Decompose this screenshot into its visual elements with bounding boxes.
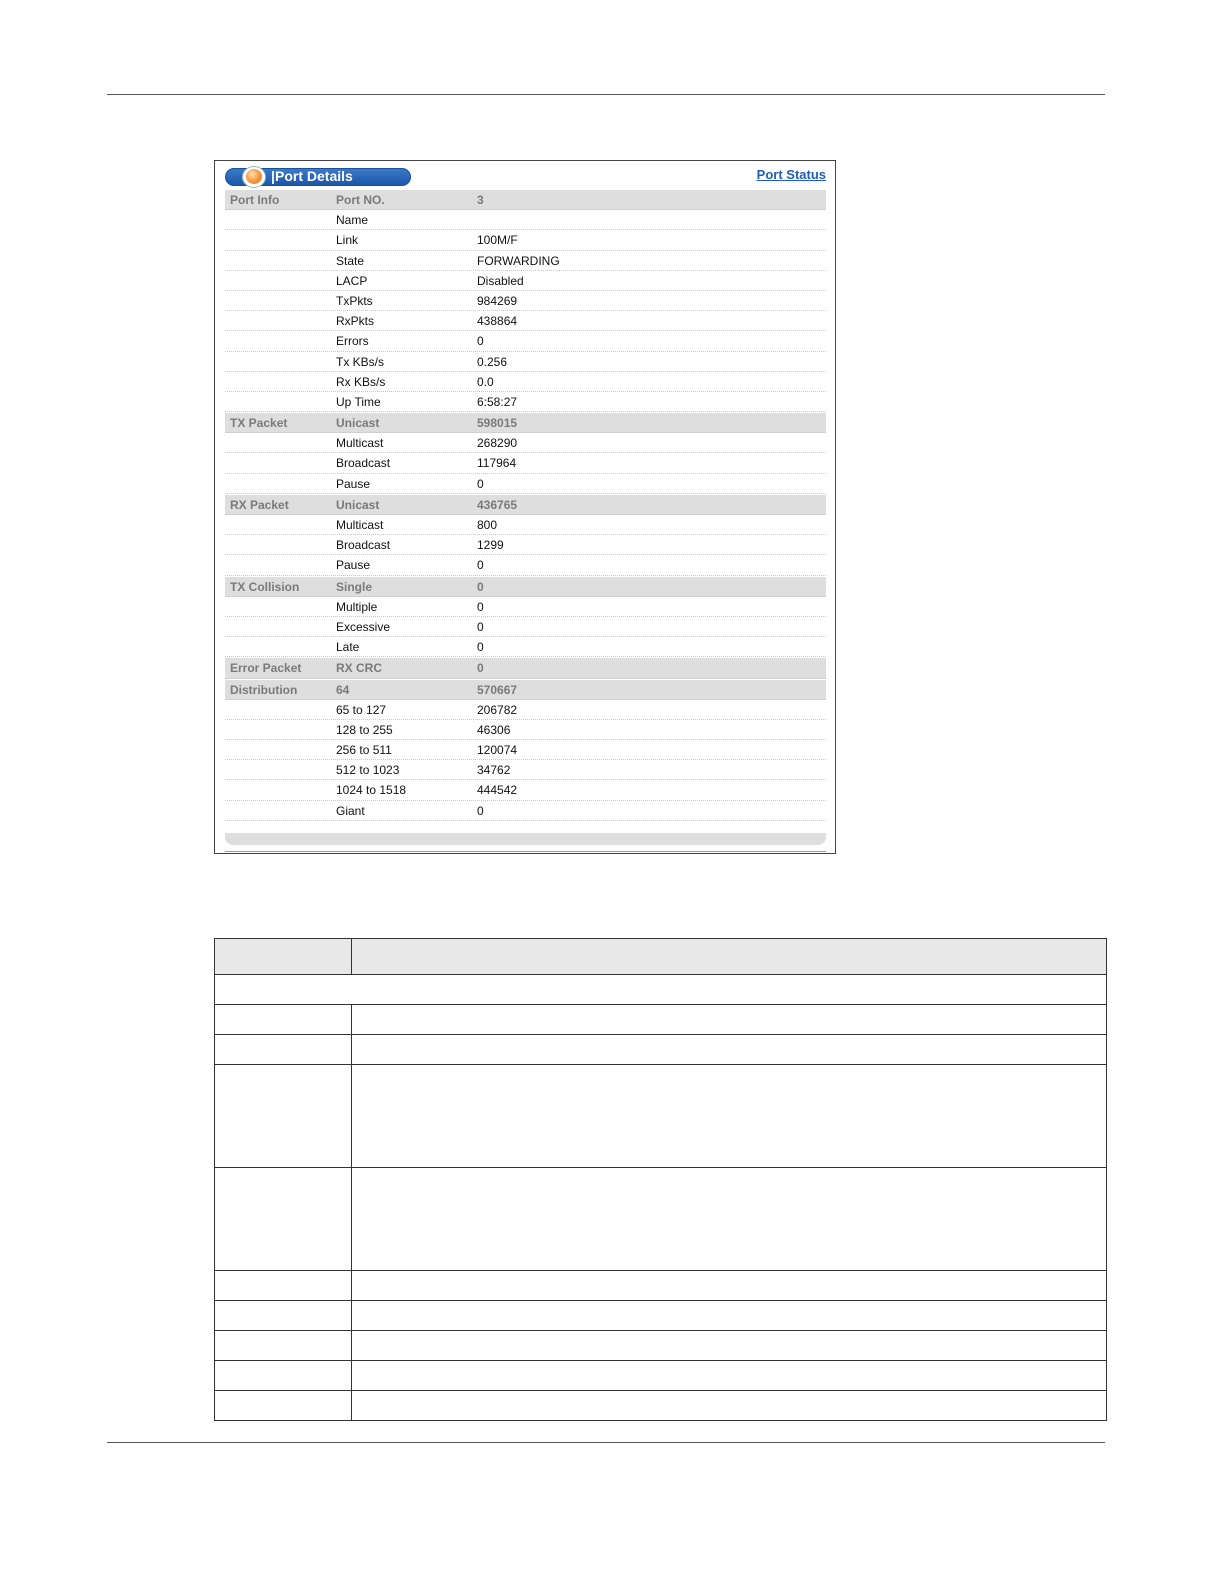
field-value: 0 [477,619,484,634]
field-label: Multiple [336,599,378,614]
field-label: 64 [336,682,350,697]
table-row [225,291,826,311]
description-row [215,1005,1107,1035]
table-row [225,271,826,291]
field-value: 444542 [477,783,518,798]
label-header-cell [215,939,352,975]
field-label: Multicast [336,436,384,451]
section-cell [215,975,1107,1005]
table-row [225,251,826,271]
orange-ball-icon [246,169,262,184]
title-separator [272,171,274,184]
field-label: 65 to 127 [336,702,387,717]
field-value: 0 [477,640,484,655]
description-table [214,938,1107,1421]
field-label: Pause [336,476,371,491]
field-label: RX CRC [336,661,383,676]
field-label: TxPkts [336,293,373,308]
page-bottom-rule [107,1442,1105,1443]
description-section-row [215,975,1107,1005]
field-value: 438864 [477,314,518,329]
table-row [225,331,826,351]
section-label: Error Packet [230,661,302,676]
section-header-row [225,680,826,700]
field-value: 0 [477,558,484,573]
port-details-table [225,189,826,821]
field-label: 512 to 1023 [336,763,400,778]
description-row [215,1391,1107,1421]
table-row [225,392,826,412]
field-value: 120074 [477,743,518,758]
field-value: 0 [477,476,484,491]
field-label: Tx KBs/s [336,354,385,369]
section-label: Distribution [230,682,298,697]
table-row [225,740,826,760]
field-value: Disabled [477,273,524,288]
table-row [225,760,826,780]
description-row [215,1331,1107,1361]
description-row [215,1065,1107,1168]
table-row [225,617,826,637]
field-value: 0 [477,334,484,349]
page-top-rule [107,94,1105,95]
field-label: State [336,253,365,268]
section-header-row [225,190,826,210]
description-row [215,1035,1107,1065]
section-label: Port Info [230,193,280,207]
section-header-row [225,413,826,433]
table-row [225,433,826,453]
table-row [225,637,826,657]
field-label: LACP [336,273,368,288]
description-row [215,1168,1107,1271]
table-row [225,535,826,555]
table-row [225,780,826,800]
table-row [225,230,826,250]
field-value: 100M/F [477,233,518,248]
section-header-row [225,495,826,515]
table-row [225,311,826,331]
table-row [225,555,826,575]
table-footer-rule [225,851,826,852]
section-label: TX Collision [230,579,300,594]
field-value: 984269 [477,293,518,308]
field-label: Link [336,233,359,248]
section-label: TX Packet [230,416,288,431]
field-label: Broadcast [336,538,391,553]
field-label: Single [336,579,373,594]
field-value: 206782 [477,702,518,717]
field-label: Up Time [336,394,381,409]
field-label: Pause [336,558,371,573]
table-footer [225,833,826,845]
field-value: 6:58:27 [477,394,518,409]
field-value: 0.256 [477,354,508,369]
field-label: Multicast [336,518,384,532]
field-label: RxPkts [336,314,375,329]
field-label: Broadcast [336,456,391,471]
field-value: 268290 [477,436,518,451]
field-label: 128 to 255 [336,722,393,737]
panel-title: Port Details [275,168,353,184]
table-row [225,453,826,473]
description-row [215,1361,1107,1391]
field-value: 436765 [477,497,518,512]
field-label: Name [336,213,369,228]
field-label: Giant [336,803,365,818]
field-value: 34762 [477,763,511,778]
description-header-row [215,939,1107,975]
table-row [225,352,826,372]
table-row [225,474,826,494]
table-row [225,515,826,535]
table-row [225,210,826,230]
field-value: 1299 [477,538,504,553]
field-value: 0 [477,661,484,676]
port-details-panel [214,160,836,854]
field-label: 1024 to 1518 [336,783,407,798]
description-header-cell [352,939,1107,975]
field-value: 598015 [477,416,518,431]
table-row [225,720,826,740]
table-row [225,372,826,392]
field-label: Rx KBs/s [336,374,386,389]
field-value: FORWARDING [477,253,560,268]
field-label: Unicast [336,497,380,512]
field-value: 3 [477,193,484,207]
field-label: Errors [336,334,369,349]
field-value: 0.0 [477,374,494,389]
port-status-link[interactable]: Port Status [756,167,826,182]
field-value: 570667 [477,682,518,697]
field-value: 800 [477,518,498,532]
panel-title-bar [225,168,411,186]
field-label: Unicast [336,416,380,431]
section-header-row [225,577,826,597]
description-row [215,1271,1107,1301]
section-header-row [225,658,826,678]
field-value: 0 [477,599,484,614]
section-label: RX Packet [230,497,289,512]
field-value: 0 [477,803,484,818]
field-value: 117964 [477,456,517,471]
table-row [225,597,826,617]
field-value: 0 [477,579,484,594]
field-label: Excessive [336,619,391,634]
field-label: Port NO. [336,193,385,207]
table-row [225,700,826,720]
table-row [225,801,826,821]
field-value: 46306 [477,722,511,737]
field-label: 256 to 511 [336,743,392,758]
description-row [215,1301,1107,1331]
field-label: Late [336,640,360,655]
